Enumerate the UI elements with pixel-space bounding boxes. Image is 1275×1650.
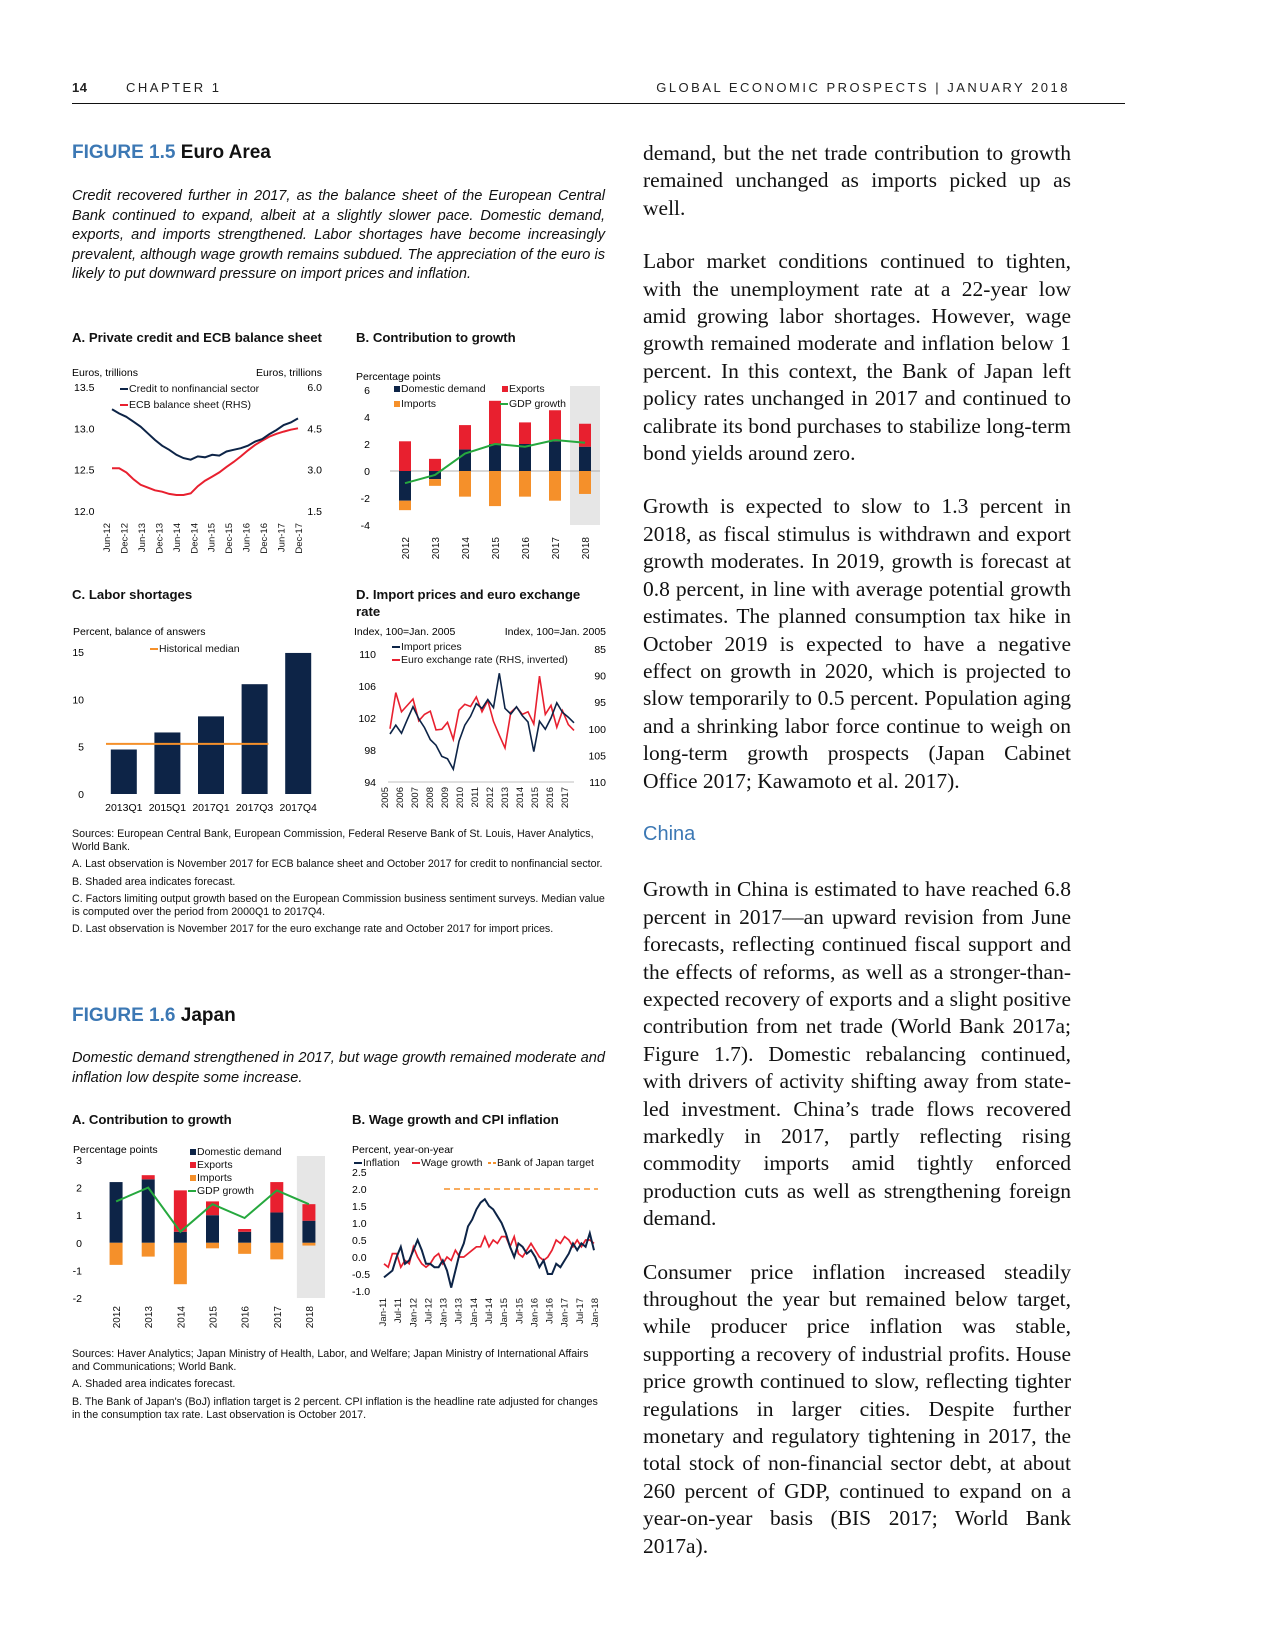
legend-label: Imports [197, 1172, 233, 1184]
x-tick-label: Jul-14 [484, 1298, 495, 1324]
body-paragraph: Labor market conditions continued to tighten, with the unemployment rate at a 22-year low amid growing labor shortages. However, wage growth remained moderate and inflation below 1 percent. In this context, the Bank of Japan left policy rates unchanged in 2017 and continued to calibrate its bond purchases to stabilize long-term bond yields around zero. [643, 249, 1071, 466]
bar-imports [579, 471, 591, 494]
x-tick-label: Jan-15 [499, 1298, 511, 1328]
x-tick-label: Jun-15 [206, 523, 218, 553]
chart-1-5c [70, 622, 330, 817]
y-tick-label: 105 [588, 750, 606, 763]
legend-label: Import prices [401, 641, 462, 653]
y-tick-label: 0.5 [352, 1235, 367, 1247]
y-tick-label: 110 [359, 649, 376, 661]
y-tick-label: 1.5 [307, 506, 322, 518]
chart-1-5a [70, 365, 330, 565]
bar-exports [142, 1175, 155, 1179]
bar-labor-shortage [285, 653, 311, 794]
x-tick-label: Jan-13 [438, 1298, 450, 1328]
bar-exports [238, 1229, 251, 1232]
series-line-inflation [384, 1199, 594, 1287]
legend-swatch [190, 1149, 196, 1155]
x-tick-label: Dec-17 [294, 523, 305, 554]
y-tick-label: 106 [358, 681, 376, 693]
x-tick-label: 2015 [208, 1306, 220, 1329]
series-line-ecb-balance-sheet [112, 428, 298, 495]
x-tick-label: Jul-17 [574, 1298, 586, 1324]
x-tick-label: Jun-12 [102, 523, 113, 553]
bar-imports [399, 501, 411, 510]
body-text-column [643, 140, 1071, 1586]
chart-1-6a [70, 1138, 335, 1338]
figure-1-6-title: FIGURE 1.6 Japan [72, 1005, 236, 1026]
x-tick-label: 2017 [272, 1306, 284, 1329]
bar-exports [270, 1182, 283, 1212]
y-tick-label: 15 [72, 647, 84, 659]
legend-swatch [394, 401, 400, 407]
x-tick-label: Jan-18 [590, 1298, 601, 1328]
chart-1-5b [350, 365, 610, 565]
x-tick-label: 2017 [560, 787, 571, 809]
y-tick-label: 100 [588, 723, 606, 736]
bar-imports [174, 1243, 187, 1284]
y-tick-label: -0.5 [352, 1269, 371, 1281]
publication-title: GLOBAL ECONOMIC PROSPECTS | JANUARY 2018 [656, 80, 1070, 95]
y-tick-label: 1.0 [352, 1218, 367, 1230]
legend-label: Bank of Japan target [497, 1157, 594, 1169]
x-tick-label: Dec-15 [224, 523, 236, 554]
fig16-panel-b-title: B. Wage growth and CPI inflation [352, 1112, 559, 1127]
legend-label: Exports [509, 383, 545, 395]
bar-domestic-demand [489, 444, 501, 471]
y-tick-label: 12.5 [74, 464, 95, 477]
y-tick-label: 95 [594, 697, 606, 710]
y-tick-label: 1.5 [352, 1201, 367, 1213]
y-tick-label: 85 [594, 644, 606, 656]
series-line-euro-exchange-rate [390, 676, 574, 748]
y-tick-label: 5 [78, 741, 84, 754]
x-tick-label: 2012 [485, 787, 496, 809]
legend-label: Euro exchange rate (RHS, inverted) [401, 654, 568, 666]
y-tick-label: 90 [594, 670, 606, 683]
bar-domestic-demand [206, 1215, 219, 1243]
y-tick-label: 6.0 [307, 382, 322, 394]
y-axis-title-right: Euros, trillions [256, 367, 322, 379]
x-tick-label: 2016 [545, 787, 556, 809]
y-tick-label: -1 [72, 1265, 82, 1278]
y-tick-label: 0 [76, 1237, 82, 1250]
y-tick-label: 12.0 [74, 506, 95, 518]
x-tick-label: 2016 [240, 1306, 252, 1329]
y-axis-title: Percent, year-on-year [352, 1144, 454, 1156]
y-tick-label: 4.5 [307, 423, 322, 436]
bar-imports [549, 471, 561, 501]
bar-exports [459, 425, 471, 449]
x-tick-label: 2018 [304, 1306, 316, 1329]
y-tick-label: 13.0 [74, 423, 95, 436]
y-tick-label: -2 [360, 493, 370, 505]
bar-imports [429, 479, 441, 486]
x-tick-label: Jan-16 [529, 1298, 541, 1328]
body-paragraph: demand, but the net trade contribution to growth remained unchanged as imports picked up as well. [643, 141, 1071, 220]
x-tick-label: 2013 [431, 537, 442, 560]
x-tick-label: Jan-17 [559, 1298, 571, 1328]
bar-imports [142, 1243, 155, 1257]
y-tick-label: 4 [364, 412, 370, 424]
legend-label: GDP growth [197, 1185, 254, 1197]
x-tick-label: Jul-16 [544, 1298, 556, 1324]
x-tick-label: Jul-12 [423, 1298, 435, 1324]
y-tick-label: -4 [360, 520, 370, 532]
x-tick-label: 2016 [521, 537, 532, 560]
china-section-heading: China [643, 822, 696, 845]
x-tick-label: 2017Q1 [192, 802, 230, 814]
x-tick-label: Jan-14 [468, 1298, 480, 1328]
x-tick-label: Jan-11 [378, 1298, 389, 1327]
x-tick-label: 2014 [515, 787, 526, 809]
fig15-panel-b-title: B. Contribution to growth [356, 330, 516, 345]
x-tick-label: 2015 [491, 537, 502, 560]
y-tick-label: 0 [78, 789, 84, 801]
x-tick-label: 2018 [581, 537, 592, 560]
x-tick-label: 2015Q1 [148, 802, 187, 814]
legend-swatch [190, 1162, 196, 1168]
figure-1-5-caption: Credit recovered further in 2017, as the balance sheet of the European Central Bank continued to expand, albeit at a slightly slower pace. Domestic demand, exports, and imports strengthened. Labor shortages have become increasingly prevalent, although wage growth remains subdued. The appreciation of the euro is likely to put downward pressure on import prices and inflation. [72, 188, 605, 282]
x-tick-label: Jun-14 [171, 523, 183, 553]
bar-domestic-demand [399, 471, 411, 501]
bar-exports [489, 401, 501, 444]
x-tick-label: 2012 [112, 1306, 124, 1329]
chart-1-5d [350, 622, 610, 817]
bar-domestic-demand [549, 441, 561, 471]
bar-imports [238, 1243, 251, 1254]
y-tick-label: 0.0 [352, 1252, 367, 1264]
bar-labor-shortage [154, 732, 180, 794]
y-tick-label: 0 [364, 466, 370, 478]
fig16-panel-a-title: A. Contribution to growth [72, 1112, 232, 1127]
bar-imports [459, 471, 471, 497]
bar-domestic-demand [579, 447, 591, 471]
legend-swatch [394, 386, 400, 392]
x-tick-label: Dec-12 [119, 523, 131, 554]
fig15-panel-d-title: D. Import prices and euro exchange rate [356, 587, 581, 619]
x-tick-label: Jun-16 [241, 523, 253, 553]
x-tick-label: 2012 [401, 537, 412, 560]
x-tick-label: 2013Q1 [105, 802, 143, 814]
bar-domestic-demand [110, 1182, 123, 1243]
legend-label: Domestic demand [197, 1146, 282, 1158]
x-tick-label: 2017 [551, 537, 562, 560]
x-tick-label: 2006 [395, 787, 406, 809]
series-line-credit [112, 409, 298, 459]
fig15-panel-a-title: A. Private credit and ECB balance sheet [72, 330, 322, 345]
bar-exports [302, 1204, 315, 1221]
y-tick-label: 10 [72, 694, 84, 707]
x-tick-label: 2008 [425, 787, 436, 809]
y-axis-title-left: Euros, trillions [72, 367, 138, 379]
bar-domestic-demand [302, 1221, 315, 1243]
y-tick-label: 1 [76, 1210, 82, 1223]
y-axis-title: Percent, balance of answers [73, 626, 206, 638]
x-tick-label: 2014 [461, 537, 472, 560]
y-tick-label: 94 [364, 777, 376, 789]
x-tick-label: 2007 [410, 787, 421, 809]
chart-1-6b [348, 1138, 613, 1338]
bar-exports [549, 410, 561, 441]
y-tick-label: 98 [364, 745, 376, 757]
chapter-label: CHAPTER 1 [126, 80, 222, 95]
x-tick-label: 2017Q3 [235, 802, 274, 814]
bar-labor-shortage [111, 750, 137, 794]
bar-imports [489, 471, 501, 506]
y-tick-label: 2.5 [352, 1167, 367, 1179]
y-tick-label: 2 [364, 439, 370, 451]
bar-imports [519, 471, 531, 497]
bar-labor-shortage [198, 716, 224, 794]
x-tick-label: Dec-14 [189, 523, 201, 554]
y-tick-label: 102 [358, 713, 376, 725]
body-paragraph: Growth is expected to slow to 1.3 percent in 2018, as fiscal stimulus is withdrawn and export growth moderates. In 2019, growth is forecast at 0.8 percent, in line with average potential growth estimates. The planned consumption tax hike in October 2019 is expected to have a negative effect on growth in 2020, which is projected to slow temporarily to 0.5 percent. Population aging and a shrinking labor force continue to weigh on long-term growth prospects (Japan Cabinet Office 2017; Kawamoto et al. 2017). [643, 494, 1071, 793]
legend-label: Imports [401, 398, 437, 410]
body-paragraph: Consumer price inflation increased steadily throughout the year but remained below target, while producer price inflation was stable, supporting a recovery of industrial profits. House price growth continued to slow, reflecting tighter regulations in larger cities. Despite further monetary and regulatory tightening in 2017, the total stock of non-financial sector debt, at about 260 percent of GDP, continued to expand on a year-on-year basis (BIS 2017; World Bank 2017a). [643, 1259, 1071, 1558]
y-axis-title-right: Index, 100=Jan. 2005 [504, 626, 606, 638]
figure-1-5-notes: Sources: European Central Bank, European Commission, Federal Reserve Bank of St. Louis, Haver Analytics, World Bank. A. Last observation is November 2017 for ECB balance sheet and October 2017 for credit to nonfinancial sector. B. Shaded area indicates forecast. C. Factors limiting output growth based on the European Commission business sentiment surveys. Median value is computed over the period from 2000Q1 to 2017Q4. D. Last observation is November 2017 for the euro exchange rate and October 2017 for import prices. [72, 828, 605, 936]
y-tick-label: 13.5 [74, 382, 95, 394]
y-tick-label: -2 [72, 1293, 82, 1305]
legend-label: GDP growth [509, 398, 566, 410]
x-tick-label: Jan-12 [408, 1298, 420, 1328]
legend-label: Domestic demand [401, 383, 486, 395]
bar-imports [206, 1243, 219, 1249]
y-tick-label: 2.0 [352, 1184, 367, 1196]
legend-swatch [502, 386, 508, 392]
page-number: 14 [72, 80, 88, 95]
figure-1-6-caption: Domestic demand strengthened in 2017, but wage growth remained moderate and inflation low despite some increase. [72, 1050, 605, 1086]
bar-imports [110, 1243, 123, 1265]
bar-domestic-demand [519, 444, 531, 471]
bar-domestic-demand [270, 1212, 283, 1242]
legend-label: Wage growth [421, 1157, 483, 1169]
x-tick-label: 2013 [500, 787, 511, 809]
x-tick-label: Jun-13 [136, 523, 148, 553]
legend-swatch [190, 1175, 196, 1181]
bar-domestic-demand [238, 1232, 251, 1243]
y-tick-label: 3 [76, 1155, 82, 1167]
legend-label: Inflation [363, 1157, 400, 1169]
y-tick-label: 3.0 [307, 464, 322, 477]
x-tick-label: Jun-17 [276, 523, 288, 553]
x-tick-label: 2010 [455, 787, 466, 809]
series-line-import-prices [390, 673, 574, 769]
bar-imports [270, 1243, 283, 1260]
bar-labor-shortage [242, 684, 268, 794]
legend-label: Historical median [159, 643, 240, 655]
legend-label: Credit to nonfinancial sector [129, 383, 260, 395]
x-tick-label: Jul-15 [514, 1298, 526, 1324]
bar-domestic-demand [174, 1232, 187, 1243]
x-tick-label: Jul-11 [393, 1298, 405, 1324]
bar-exports [519, 422, 531, 444]
y-tick-label: 110 [589, 777, 606, 789]
figure-1-6-notes: Sources: Haver Analytics; Japan Ministry of Health, Labor, and Welfare; Japan Ministry of International Affairs and Communications; World Bank. A. Shaded area indicates forecast. B. The Bank of Japan's (BoJ) inflation target is 2 percent. CPI inflation is the headline rate adjusted for changes in the consumption tax rate. Last observation is October 2017. [72, 1348, 598, 1421]
x-tick-label: 2014 [176, 1306, 188, 1329]
bar-exports [429, 459, 441, 471]
bar-exports [399, 441, 411, 471]
x-tick-label: 2015 [530, 787, 541, 809]
y-tick-label: 6 [364, 385, 370, 397]
header-rule [72, 103, 1125, 104]
y-tick-label: -1.0 [352, 1286, 371, 1298]
fig15-panel-c-title: C. Labor shortages [72, 587, 193, 602]
body-paragraph: Growth in China is estimated to have reached 6.8 percent in 2017—an upward revision from June forecasts, reflecting continued fiscal support and the effects of reforms, as well as a stronger-than-expected recovery of exports and a slight positive contribution from net trade (World Bank 2017a; Figure 1.7). Domestic rebalancing continued, with drivers of activity shifting away from state-led investment. China’s trade flows recovered markedly in 2017, partly reflecting rising commodity imports amid tightly enforced production cuts as well as strengthening foreign demand. [643, 877, 1071, 1231]
x-tick-label: Dec-16 [259, 523, 271, 554]
legend-label: ECB balance sheet (RHS) [129, 399, 251, 411]
x-tick-label: 2017Q4 [279, 802, 317, 814]
x-tick-label: Dec-13 [154, 523, 166, 554]
x-tick-label: Jul-13 [453, 1298, 465, 1324]
y-axis-title: Percentage points [356, 371, 441, 383]
x-tick-label: 2011 [470, 787, 481, 808]
x-tick-label: 2009 [440, 787, 451, 809]
bar-imports [302, 1243, 315, 1246]
x-tick-label: 2005 [380, 787, 391, 809]
legend-label: Exports [197, 1159, 233, 1171]
x-tick-label: 2013 [144, 1306, 156, 1329]
figure-1-5-title: FIGURE 1.5 Euro Area [72, 142, 271, 163]
y-axis-title: Percentage points [73, 1144, 158, 1156]
y-tick-label: 2 [76, 1182, 82, 1195]
y-axis-title-left: Index, 100=Jan. 2005 [354, 626, 456, 638]
